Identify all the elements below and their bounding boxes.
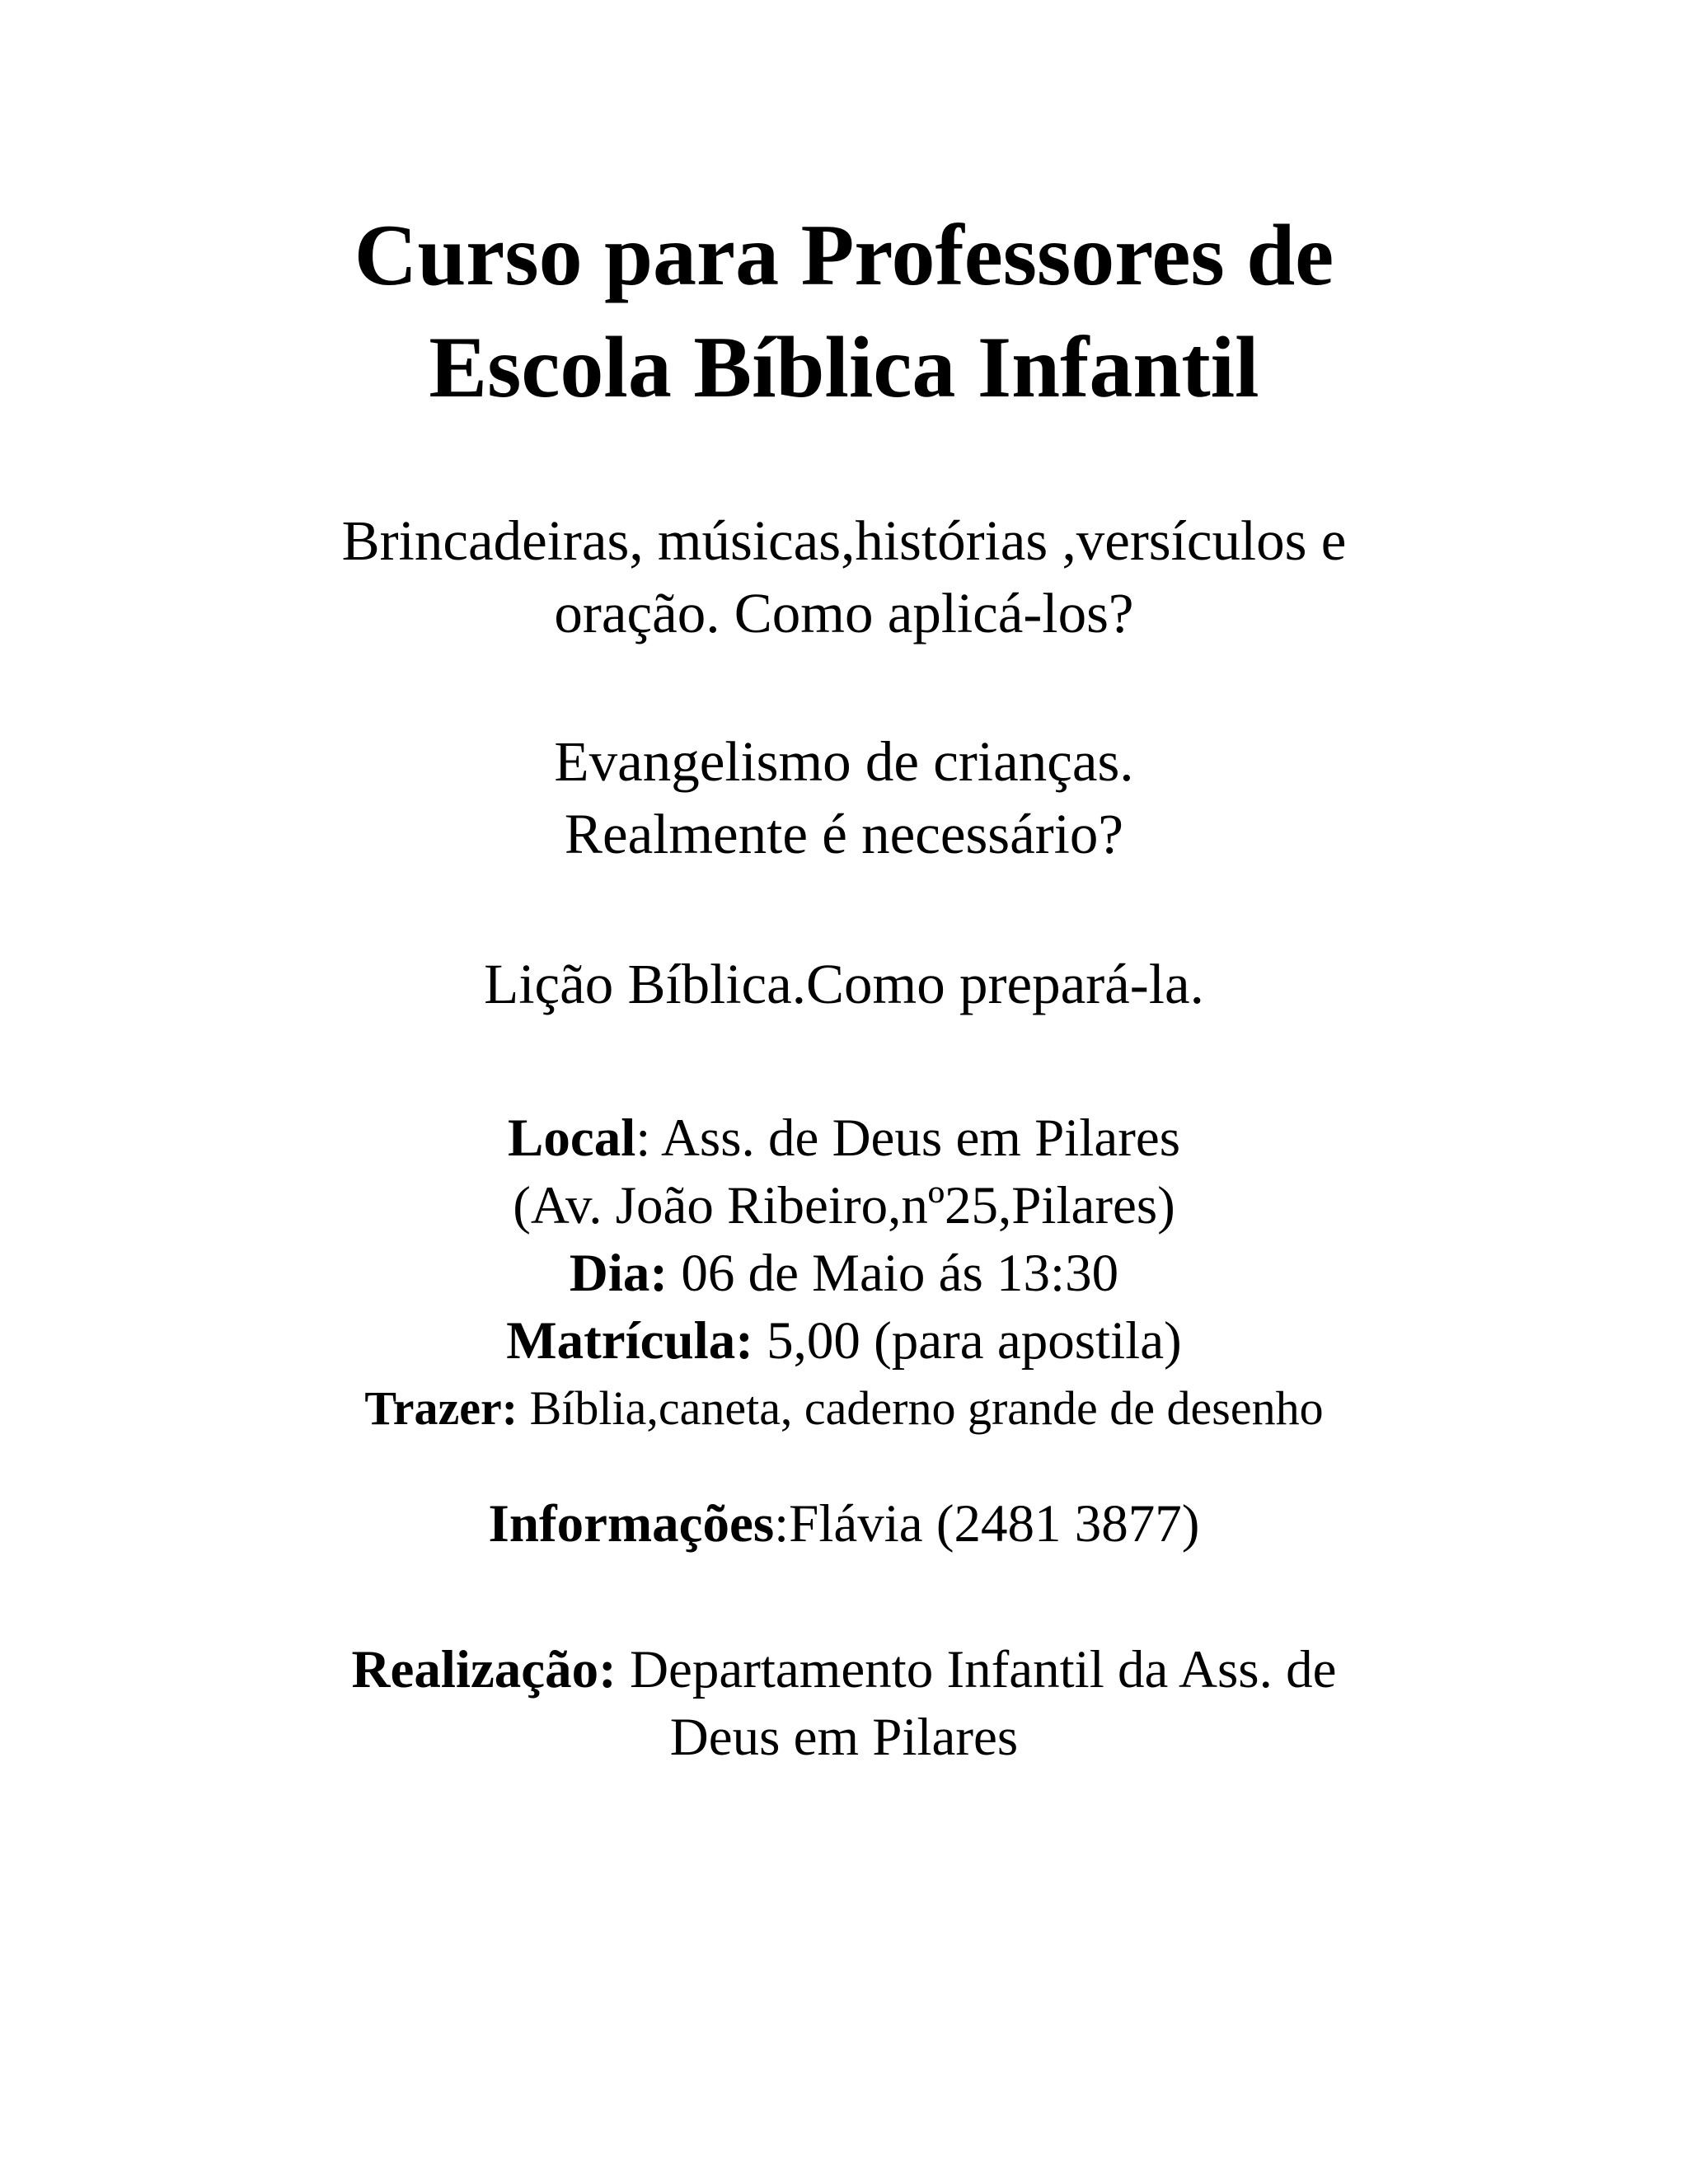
- organizer-info: [0, 1636, 1688, 1771]
- detail-trazer-label: Trazer:: [364, 1381, 518, 1435]
- topic-activities-line-1: Brincadeiras, músicas,histórias ,versículos e: [341, 509, 1347, 572]
- detail-trazer: [0, 1375, 1688, 1442]
- detail-dia-value: 06 de Maio ás 13:30: [668, 1244, 1119, 1303]
- detail-dia: [0, 1240, 1688, 1307]
- contact-label: Informações: [488, 1494, 775, 1554]
- topic-lesson-line-1: Lição Bíblica.Como prepará-la.: [484, 953, 1204, 1015]
- contact-value: :Flávia (2481 3877): [774, 1494, 1200, 1554]
- contact-info: [0, 1490, 1688, 1558]
- organizer-value-line-1: Departamento Infantil da Ass. de: [616, 1640, 1337, 1699]
- detail-matricula-label: Matrícula:: [506, 1311, 753, 1371]
- detail-trazer-value: Bíblia,caneta, caderno grande de desenho: [518, 1381, 1324, 1435]
- title-line-2: Escola Bíblica Infantil: [429, 319, 1259, 415]
- detail-matricula-value: 5,00 (para apostila): [753, 1311, 1182, 1371]
- topic-evangelism-line-2: Realmente é necessário?: [564, 803, 1124, 865]
- event-details: [0, 1104, 1688, 1442]
- topic-evangelism-line-1: Evangelismo de crianças.: [554, 730, 1134, 793]
- topic-evangelism: [0, 725, 1688, 870]
- detail-local-label: Local: [507, 1108, 636, 1168]
- detail-dia-label: Dia:: [569, 1244, 668, 1303]
- flyer-title: [0, 199, 1688, 424]
- topic-lesson: [0, 948, 1688, 1020]
- organizer-label: Realização:: [351, 1640, 617, 1699]
- detail-local-value: : Ass. de Deus em Pilares: [635, 1108, 1181, 1168]
- topic-activities: [0, 504, 1688, 649]
- detail-local: [0, 1104, 1688, 1172]
- contact-line: [0, 1490, 1688, 1558]
- organizer-line-1: [0, 1636, 1688, 1704]
- topic-activities-line-2: oração. Como aplicá-los?: [554, 582, 1134, 644]
- organizer-value-line-2: Deus em Pilares: [669, 1708, 1019, 1767]
- title-line-1: Curso para Professores de: [354, 207, 1334, 303]
- detail-address: (Av. João Ribeiro,nº25,Pilares): [513, 1176, 1175, 1235]
- detail-matricula: [0, 1307, 1688, 1375]
